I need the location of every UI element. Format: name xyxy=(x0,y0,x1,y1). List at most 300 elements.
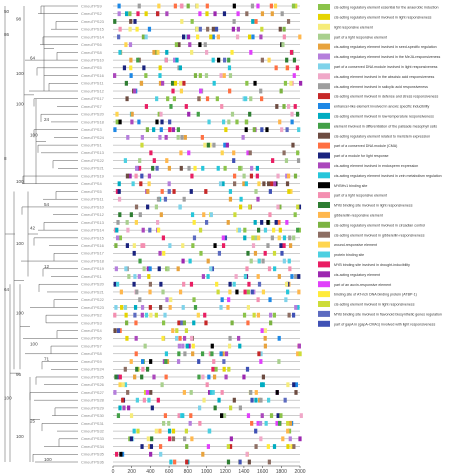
motif-box xyxy=(141,135,144,140)
gene-label: CmeuTPS7 xyxy=(81,343,102,349)
motif-box xyxy=(130,73,133,78)
motif-box xyxy=(187,150,190,155)
motif-box xyxy=(148,290,151,295)
motif-box xyxy=(139,212,142,217)
motif-box xyxy=(118,382,121,387)
motif-box xyxy=(278,274,281,279)
motif-box xyxy=(198,11,201,16)
motif-box xyxy=(126,135,129,140)
motif-box xyxy=(133,429,136,434)
motif-box xyxy=(230,50,233,55)
motif-box xyxy=(228,290,231,295)
legend-label: cis-acting element involved in gibberellin-responsiveness xyxy=(334,233,425,238)
motif-box xyxy=(287,174,290,179)
motif-box xyxy=(259,89,262,94)
motif-box xyxy=(254,220,257,225)
motif-box xyxy=(264,251,267,256)
motif-box xyxy=(156,166,159,171)
motif-box xyxy=(229,73,232,78)
motif-box xyxy=(197,313,200,318)
motif-box xyxy=(166,96,169,101)
motif-box xyxy=(222,235,225,240)
motif-box xyxy=(115,266,118,271)
motif-box xyxy=(141,305,144,310)
motif-box xyxy=(266,243,269,248)
motif-box xyxy=(126,228,129,233)
axis-tick-label: 400 xyxy=(146,469,155,474)
motif-box xyxy=(233,181,236,186)
motif-box xyxy=(293,58,296,63)
motif-box xyxy=(149,452,152,457)
motif-box xyxy=(298,344,301,349)
motif-box xyxy=(257,313,260,318)
motif-box xyxy=(192,297,195,302)
motif-box xyxy=(179,290,182,295)
motif-box xyxy=(211,344,214,349)
motif-box xyxy=(135,174,138,179)
motif-box xyxy=(254,251,257,256)
motif-box xyxy=(297,158,300,163)
motif-box xyxy=(168,120,171,125)
legend-swatch xyxy=(318,182,330,188)
motif-box xyxy=(259,398,262,403)
legend-label: part of a module for light response xyxy=(334,154,389,159)
motif-box xyxy=(281,42,284,47)
motif-box xyxy=(226,143,229,148)
motif-box xyxy=(248,35,251,40)
legend-label: cis-acting regulatory element xyxy=(334,272,380,277)
motif-box xyxy=(259,359,262,364)
motif-box xyxy=(254,235,257,240)
motif-box xyxy=(185,104,188,109)
motif-box xyxy=(294,212,297,217)
motif-box xyxy=(267,58,270,63)
gene-label: CmeuTPS24 xyxy=(81,134,104,140)
motif-box xyxy=(224,127,227,132)
motif-box xyxy=(228,282,231,287)
motif-box xyxy=(136,429,139,434)
motif-box xyxy=(197,375,200,380)
motif-box xyxy=(238,460,241,465)
motif-box xyxy=(275,65,278,70)
motif-box xyxy=(192,320,195,325)
motif-box xyxy=(147,274,150,279)
motif-box xyxy=(168,127,171,132)
motif-box xyxy=(114,243,117,248)
motif-box xyxy=(202,398,205,403)
motif-box xyxy=(190,390,193,395)
motif-box xyxy=(269,313,272,318)
motif-box xyxy=(264,344,267,349)
bootstrap-value: 24 xyxy=(44,117,50,123)
motif-box xyxy=(227,120,230,125)
motif-box xyxy=(230,436,233,441)
motif-box xyxy=(161,81,164,86)
gene-label: CmeuTPS14 xyxy=(81,34,104,40)
motif-box xyxy=(294,305,297,310)
motif-box xyxy=(115,452,118,457)
motif-box xyxy=(227,220,230,225)
motif-box xyxy=(180,89,183,94)
motif-box xyxy=(118,212,121,217)
motif-box xyxy=(293,73,296,78)
axis-tick-label: 1800 xyxy=(275,469,287,474)
gene-label: CmeuTPS7 xyxy=(81,103,102,109)
motif-box xyxy=(156,220,159,225)
motif-box xyxy=(229,189,232,194)
motif-box xyxy=(139,181,142,186)
motif-box xyxy=(181,259,184,264)
gene-label: CmeuTPS13 xyxy=(81,219,104,225)
gene-label: CmeuTPS10 xyxy=(81,204,104,210)
bootstrap-value: 100 xyxy=(44,457,52,463)
motif-box xyxy=(286,382,289,387)
motif-box xyxy=(175,42,178,47)
gene-label: CmeuTPS27 xyxy=(81,389,104,395)
motif-box xyxy=(133,243,136,248)
motif-box xyxy=(125,320,128,325)
motif-box xyxy=(279,413,282,418)
motif-box xyxy=(250,174,253,179)
gene-label: CmeuTPS2 xyxy=(81,11,102,17)
motif-box xyxy=(239,205,242,210)
motif-box xyxy=(117,35,120,40)
motif-box xyxy=(223,58,226,63)
motif-box xyxy=(202,274,205,279)
motif-box xyxy=(259,35,262,40)
motif-box xyxy=(190,336,193,341)
motif-box xyxy=(149,305,152,310)
legend-swatch xyxy=(318,14,330,20)
motif-box xyxy=(127,274,130,279)
motif-box xyxy=(155,96,158,101)
motif-box xyxy=(253,127,256,132)
motif-box xyxy=(185,328,188,333)
motif-box xyxy=(214,405,217,410)
motif-box xyxy=(168,429,171,434)
motif-box xyxy=(118,197,121,202)
motif-box xyxy=(146,189,149,194)
motif-box xyxy=(284,297,287,302)
gene-label: CmeuTPS4 xyxy=(81,328,102,334)
bootstrap-value: 25 xyxy=(30,418,36,424)
motif-box xyxy=(252,243,255,248)
motif-box xyxy=(117,413,120,418)
legend-label: MYB binding site involved in light responsiveness xyxy=(334,203,413,208)
motif-box xyxy=(206,382,209,387)
motif-box xyxy=(292,235,295,240)
motif-box xyxy=(156,50,159,55)
bootstrap-value: 100 xyxy=(4,395,12,401)
motif-box xyxy=(233,282,236,287)
motif-box xyxy=(182,81,185,86)
motif-box xyxy=(274,4,277,9)
motif-box xyxy=(261,11,264,16)
motif-box xyxy=(142,228,145,233)
motif-box xyxy=(227,297,230,302)
motif-box xyxy=(209,35,212,40)
motif-box xyxy=(177,127,180,132)
motif-box xyxy=(131,112,134,117)
motif-box xyxy=(125,313,128,318)
motif-box xyxy=(258,259,261,264)
motif-box xyxy=(143,266,146,271)
motif-box xyxy=(133,375,136,380)
motif-box xyxy=(113,73,116,78)
motif-box xyxy=(287,19,290,24)
motif-box xyxy=(282,27,285,32)
motif-box xyxy=(135,351,138,356)
motif-box xyxy=(247,305,250,310)
motif-box xyxy=(193,166,196,171)
motif-box xyxy=(129,42,132,47)
motif-box xyxy=(272,228,275,233)
motif-box xyxy=(232,27,235,32)
motif-box xyxy=(130,212,133,217)
legend-swatch xyxy=(318,291,330,297)
motif-box xyxy=(264,328,267,333)
legend-swatch xyxy=(318,83,330,89)
motif-box xyxy=(289,81,292,86)
motif-box xyxy=(115,112,118,117)
motif-box xyxy=(220,351,223,356)
bootstrap-value: 100 xyxy=(30,132,38,138)
motif-box xyxy=(208,429,211,434)
motif-box xyxy=(175,58,178,63)
motif-box xyxy=(223,73,226,78)
motif-box xyxy=(251,19,254,24)
motif-box xyxy=(201,375,204,380)
motif-box xyxy=(116,235,119,240)
motif-box xyxy=(178,205,181,210)
motif-box xyxy=(179,65,182,70)
motif-box xyxy=(141,313,144,318)
gene-label: CmeuTPS26 xyxy=(81,382,104,388)
motif-box xyxy=(155,120,158,125)
motif-box xyxy=(191,212,194,217)
motif-box xyxy=(169,305,172,310)
bootstrap-value: 64 xyxy=(30,55,36,61)
motif-box xyxy=(273,444,276,449)
gene-label: CmeuTPS9 xyxy=(81,358,102,364)
motif-box xyxy=(229,197,232,202)
legend-label: part of a conserved DNA module (CMA) xyxy=(334,144,398,149)
motif-box xyxy=(157,228,160,233)
gene-label: CmeuTPS18 xyxy=(81,258,104,264)
motif-box xyxy=(253,81,256,86)
motif-box xyxy=(155,429,158,434)
motif-box xyxy=(288,313,291,318)
legend-label: cis-acting element involved in light responsiveness xyxy=(334,302,415,307)
motif-box xyxy=(193,220,196,225)
legend-swatch xyxy=(318,162,330,168)
motif-box xyxy=(130,413,133,418)
motif-box xyxy=(251,35,254,40)
motif-box xyxy=(245,120,248,125)
motif-box xyxy=(262,181,265,186)
motif-box xyxy=(207,143,210,148)
motif-box xyxy=(282,150,285,155)
motif-box xyxy=(204,42,207,47)
motif-box xyxy=(279,243,282,248)
motif-box xyxy=(243,228,246,233)
motif-box xyxy=(203,313,206,318)
motif-box xyxy=(168,189,171,194)
motif-box xyxy=(288,266,291,271)
motif-box xyxy=(173,460,176,465)
motif-box xyxy=(134,320,137,325)
bootstrap-value: 64 xyxy=(4,287,10,293)
motif-box xyxy=(222,243,225,248)
motif-box xyxy=(227,58,230,63)
motif-box xyxy=(179,81,182,86)
motif-box xyxy=(162,251,165,256)
gene-label: CmeuTPS28 xyxy=(81,397,104,403)
motif-box xyxy=(205,220,208,225)
motif-box xyxy=(275,220,278,225)
motif-box xyxy=(212,359,215,364)
legend-label: cis-acting regulatory element related to meristem expression xyxy=(334,134,431,139)
motif-box xyxy=(146,205,149,210)
motif-box xyxy=(138,274,141,279)
motif-box xyxy=(181,344,184,349)
motif-box xyxy=(296,150,299,155)
motif-box xyxy=(276,205,279,210)
motif-box xyxy=(289,421,292,426)
motif-box xyxy=(189,259,192,264)
motif-box xyxy=(201,351,204,356)
motif-box xyxy=(116,220,119,225)
motif-box xyxy=(277,359,280,364)
motif-box xyxy=(165,351,168,356)
motif-box xyxy=(138,297,141,302)
motif-box xyxy=(172,429,175,434)
motif-box xyxy=(123,65,126,70)
motif-box xyxy=(145,104,148,109)
gene-label: CmeuTPS9 xyxy=(81,3,102,9)
motif-box xyxy=(187,166,190,171)
motif-box xyxy=(206,27,209,32)
legend-label: element involved in differentiation of the palisade mesophyll cells xyxy=(334,124,438,129)
motif-box xyxy=(284,398,287,403)
motif-box xyxy=(227,444,230,449)
motif-box xyxy=(250,398,253,403)
motif-box xyxy=(158,429,161,434)
gene-label: CmeuTPS17 xyxy=(81,250,104,256)
motif-box xyxy=(292,313,295,318)
legend-label: protein binding site xyxy=(334,253,365,258)
motif-box xyxy=(161,382,164,387)
motif-box xyxy=(242,174,245,179)
motif-box xyxy=(151,166,154,171)
legend-label: cis-acting element involved in the abscisic acid responsiveness xyxy=(334,74,435,79)
motif-box xyxy=(286,181,289,186)
motif-box xyxy=(198,42,201,47)
motif-box xyxy=(165,11,168,16)
gene-label: CmeuTPS22 xyxy=(81,157,104,163)
motif-box xyxy=(149,313,152,318)
motif-box xyxy=(251,4,254,9)
legend-swatch xyxy=(318,54,330,60)
motif-box xyxy=(281,11,284,16)
motif-box xyxy=(173,96,176,101)
legend-swatch xyxy=(318,252,330,258)
motif-box xyxy=(283,235,286,240)
motif-box xyxy=(140,444,143,449)
motif-box xyxy=(216,96,219,101)
motif-box xyxy=(116,120,119,125)
motif-box xyxy=(132,282,135,287)
gene-label: CmeuTPS6 xyxy=(81,335,102,341)
motif-box xyxy=(159,305,162,310)
gene-label: CmeuTPS6 xyxy=(81,42,102,48)
motif-box xyxy=(157,197,160,202)
legend-label: MYBHv1 binding site xyxy=(334,183,368,188)
motif-box xyxy=(199,27,202,32)
legend-label: MYB binding site involved in drought-inducibility xyxy=(334,263,410,267)
motif-box xyxy=(122,405,125,410)
motif-box xyxy=(126,390,129,395)
gene-label: CmeuTPS8 xyxy=(81,351,102,357)
motif-box xyxy=(175,336,178,341)
gene-label: CmeuTPS15 xyxy=(81,235,104,241)
motif-box xyxy=(160,127,163,132)
legend-label: cis-acting regulatory element involved in seed-specific regulation xyxy=(334,45,437,50)
motif-box xyxy=(233,398,236,403)
bootstrap-value: 100 xyxy=(16,240,24,246)
motif-box xyxy=(113,390,116,395)
motif-box xyxy=(217,166,220,171)
motif-box xyxy=(273,181,276,186)
motif-box xyxy=(236,11,239,16)
legend-swatch xyxy=(318,192,330,198)
motif-box xyxy=(187,112,190,117)
motif-box xyxy=(227,367,230,372)
motif-box xyxy=(249,50,252,55)
motif-box xyxy=(199,228,202,233)
motif-box xyxy=(182,282,185,287)
motif-box xyxy=(187,4,190,9)
motif-box xyxy=(271,158,274,163)
motif-box xyxy=(285,58,288,63)
motif-box xyxy=(286,429,289,434)
motif-box xyxy=(191,19,194,24)
motif-box xyxy=(264,228,267,233)
gene-label: CmeuTPS15 xyxy=(81,26,104,32)
gene-label: CmeuTPS17 xyxy=(81,96,104,102)
motif-box xyxy=(254,189,257,194)
motif-box xyxy=(159,282,162,287)
motif-box xyxy=(298,35,301,40)
legend-swatch xyxy=(318,34,330,40)
motif-box xyxy=(140,81,143,86)
motif-box xyxy=(213,243,216,248)
motif-box xyxy=(258,282,261,287)
motif-box xyxy=(197,112,200,117)
motif-box xyxy=(166,266,169,271)
motif-box xyxy=(207,375,210,380)
motif-box xyxy=(267,181,270,186)
motif-box xyxy=(162,320,165,325)
motif-box xyxy=(238,166,241,171)
motif-box xyxy=(260,27,263,32)
motif-box xyxy=(206,4,209,9)
motif-box xyxy=(249,96,252,101)
motif-box xyxy=(256,4,259,9)
motif-box xyxy=(275,104,278,109)
motif-box xyxy=(287,189,290,194)
motif-box xyxy=(262,375,265,380)
